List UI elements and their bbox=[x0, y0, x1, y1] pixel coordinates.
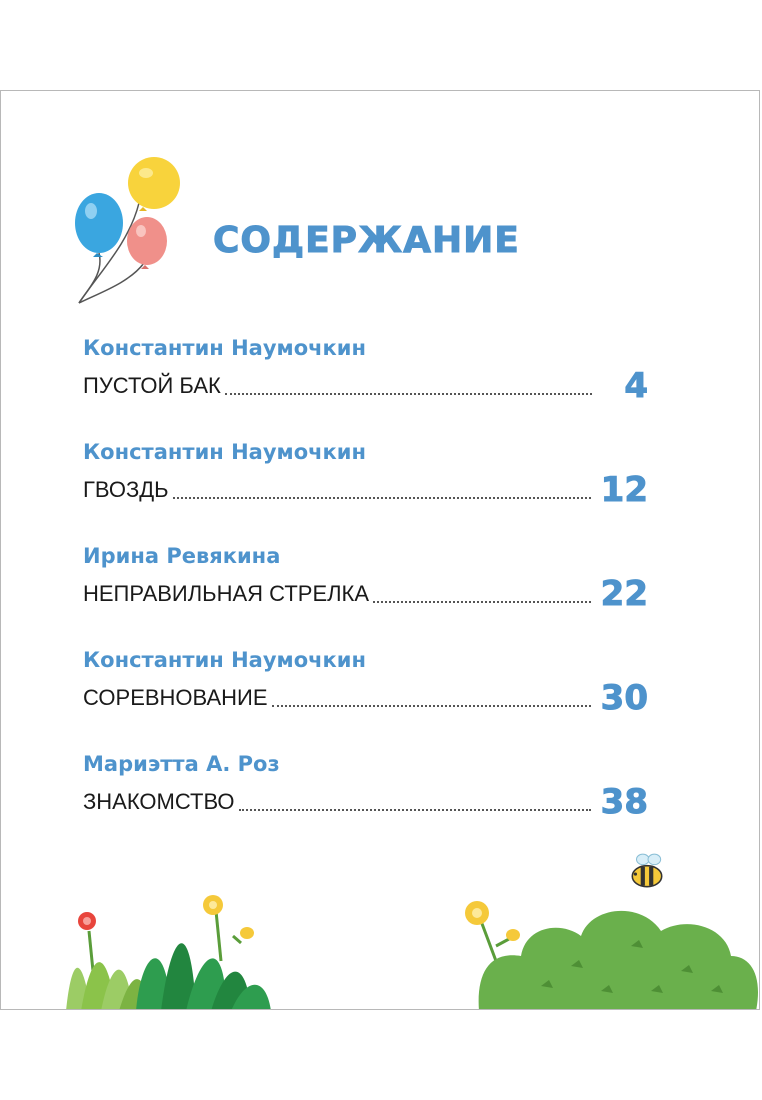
bee-icon bbox=[626, 851, 668, 893]
toc-entry bbox=[83, 335, 648, 439]
toc-story-title: НЕПРАВИЛЬНАЯ СТРЕЛКА bbox=[83, 581, 370, 606]
toc-line bbox=[83, 363, 648, 406]
plants-illustration bbox=[61, 891, 281, 1010]
toc-page-number: 12 bbox=[600, 470, 648, 510]
toc-entry bbox=[83, 543, 648, 647]
toc-line bbox=[83, 779, 648, 822]
balloons-illustration bbox=[59, 153, 189, 313]
toc-story-title: ГВОЗДЬ bbox=[83, 477, 169, 502]
toc-entry bbox=[83, 439, 648, 543]
toc-line bbox=[83, 467, 648, 510]
table-of-contents bbox=[83, 335, 648, 855]
toc-story-title: СОРЕВНОВАНИЕ bbox=[83, 685, 268, 710]
toc-author: Константин Наумочкин bbox=[83, 440, 367, 464]
toc-line bbox=[83, 571, 648, 614]
toc-line bbox=[83, 675, 648, 718]
toc-author: Константин Наумочкин bbox=[83, 648, 367, 672]
toc-story-title: ЗНАКОМСТВО bbox=[83, 789, 235, 814]
dot-leader bbox=[173, 497, 591, 499]
book-page bbox=[0, 90, 760, 1010]
toc-author: Ирина Ревякина bbox=[83, 544, 281, 568]
toc-author: Мариэтта А. Роз bbox=[83, 752, 280, 776]
bush-illustration bbox=[451, 851, 760, 1010]
page-title: СОДЕРЖАНИЕ bbox=[213, 220, 520, 261]
toc-entry bbox=[83, 751, 648, 855]
toc-page-number: 22 bbox=[600, 574, 648, 614]
toc-page-number: 4 bbox=[624, 366, 648, 406]
toc-page-number: 38 bbox=[600, 782, 648, 822]
dot-leader bbox=[239, 809, 591, 811]
dot-leader bbox=[373, 601, 591, 603]
dot-leader bbox=[272, 705, 591, 707]
toc-entry bbox=[83, 647, 648, 751]
toc-story-title: ПУСТОЙ БАК bbox=[83, 373, 221, 398]
dot-leader bbox=[225, 393, 592, 395]
toc-author: Константин Наумочкин bbox=[83, 336, 367, 360]
toc-page-number: 30 bbox=[600, 678, 648, 718]
